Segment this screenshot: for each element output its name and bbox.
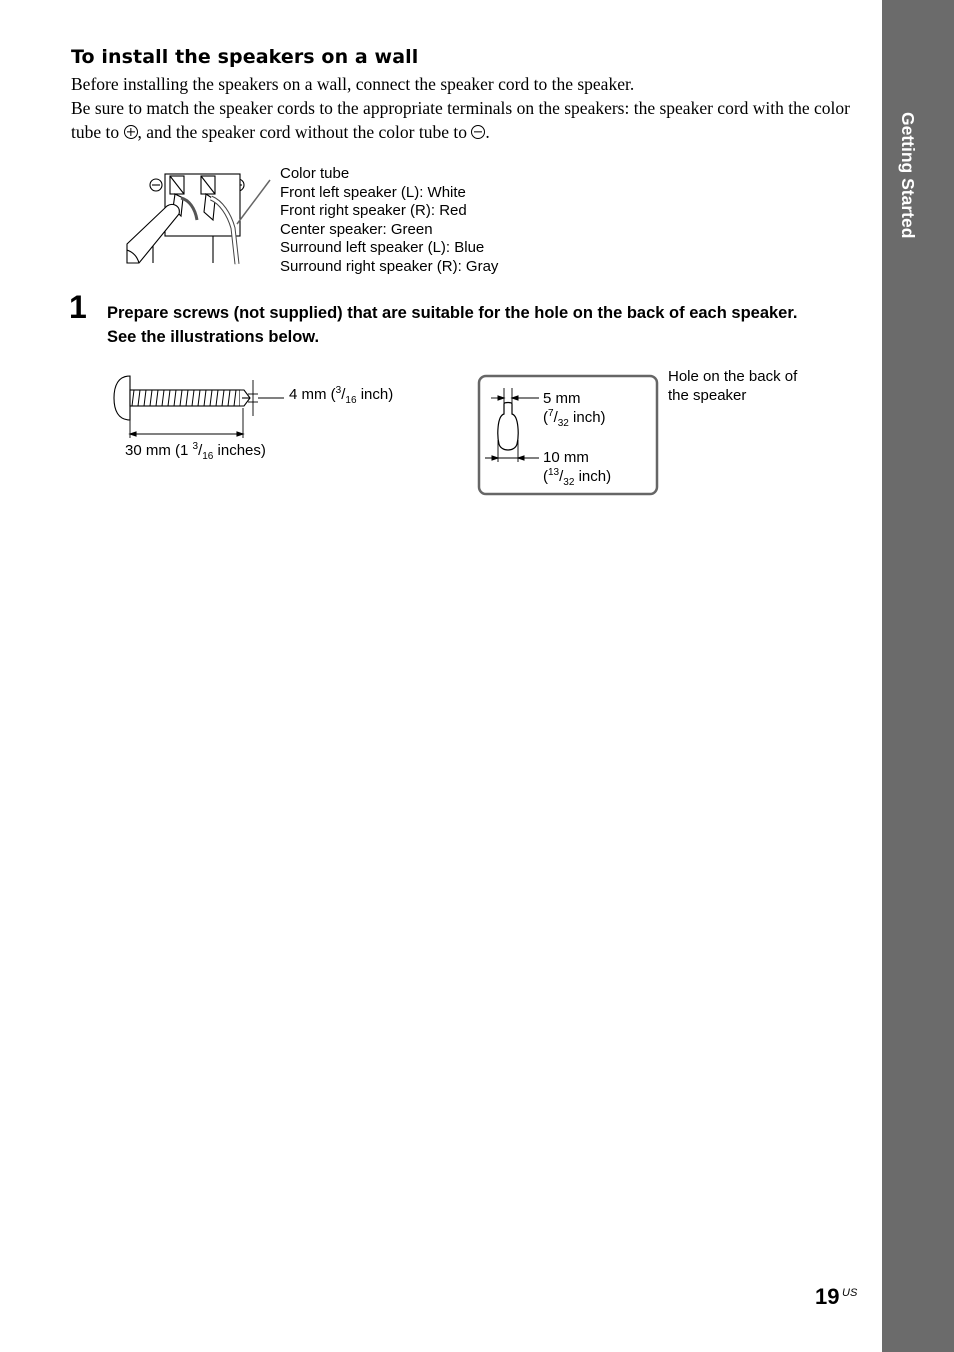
paragraph-text-part1: Be sure to match the speaker cords to the appropriate terminals on the speakers: the speaker cord with the color tube to xyxy=(71,98,850,142)
paragraph-text-part2: , and the speaker cord without the color tube to xyxy=(137,122,472,142)
paragraph-text-part3: . xyxy=(485,122,490,142)
hole-width-numerator: 7 xyxy=(548,407,554,419)
color-item-front-right: Front right speaker (R): Red xyxy=(280,202,467,219)
screw-diameter-numerator: 3 xyxy=(335,385,342,396)
screw-length-post: inches) xyxy=(213,442,266,459)
page-number: 19 xyxy=(815,1284,840,1309)
step-instruction xyxy=(107,302,797,349)
color-item-front-left: Front left speaker (L): White xyxy=(280,183,466,201)
step-line-2: See the illustrations below. xyxy=(107,327,320,346)
color-tube-legend xyxy=(280,165,498,276)
step-line-1: Prepare screws (not supplied) that are suitable for the hole on the back of each speaker. xyxy=(107,304,798,322)
screw-diameter-pre: 4 mm ( xyxy=(289,386,336,403)
hole-title-line-2: the speaker xyxy=(668,386,747,404)
hole-title-line-1: Hole on the back of xyxy=(668,368,798,385)
screw-illustration xyxy=(112,372,292,452)
hole-depth-numerator: 13 xyxy=(548,466,560,478)
hole-width-metric: 5 mm xyxy=(543,390,581,407)
minus-terminal-icon xyxy=(471,125,485,139)
section-side-tab xyxy=(882,0,954,1352)
hole-width-label xyxy=(543,390,606,427)
paragraph-match-terminals xyxy=(71,96,861,144)
screw-length-denominator: 16 xyxy=(202,451,214,462)
hole-depth-pre: ( xyxy=(543,467,548,485)
hole-depth-metric: 10 mm xyxy=(543,449,589,466)
color-item-surround-left: Surround left speaker (L): Blue xyxy=(280,239,485,256)
paragraph-connect-cord: Before installing the speakers on a wall, connect the speaker cord to the speaker. xyxy=(71,74,635,94)
color-item-surround-right: Surround right speaker (R): Gray xyxy=(280,257,499,275)
hole-depth-denominator: 32 xyxy=(563,476,575,488)
color-item-center: Center speaker: Green xyxy=(280,220,433,238)
hole-width-imperial: ($^7/_{32}$ inch) xyxy=(543,407,606,429)
screw-diameter-denominator: 16 xyxy=(345,395,357,406)
hole-title xyxy=(668,368,797,405)
section-tab-label: Getting Started xyxy=(898,112,918,239)
page-number-suffix: US xyxy=(842,1287,858,1299)
hole-width-pre: ( xyxy=(543,408,548,426)
hole-depth-label xyxy=(543,449,611,486)
section-heading: To install the speakers on a wall xyxy=(71,46,419,68)
hole-depth-imperial: ($^{13}/_{32}$ inch) xyxy=(543,466,612,488)
step-number: 1 xyxy=(69,289,87,325)
hole-width-post: inch) xyxy=(568,408,606,426)
color-tube-label: Color tube xyxy=(280,165,350,182)
screw-length-label: 30 mm (1 $^3/_{16}$ inches) xyxy=(125,441,266,462)
hole-depth-post: inch) xyxy=(574,467,612,485)
screw-head xyxy=(114,376,130,420)
speaker-terminal-illustration xyxy=(125,168,275,268)
screw-length-pre: 30 mm (1 xyxy=(125,442,193,459)
screw-length-numerator: 3 xyxy=(192,441,199,452)
hole-width-denominator: 32 xyxy=(557,417,569,429)
screw-diameter-label: 4 mm ($^3/_{16}$ inch) xyxy=(289,385,394,406)
screw-diameter-post: inch) xyxy=(356,386,394,403)
plus-terminal-icon xyxy=(124,125,138,139)
